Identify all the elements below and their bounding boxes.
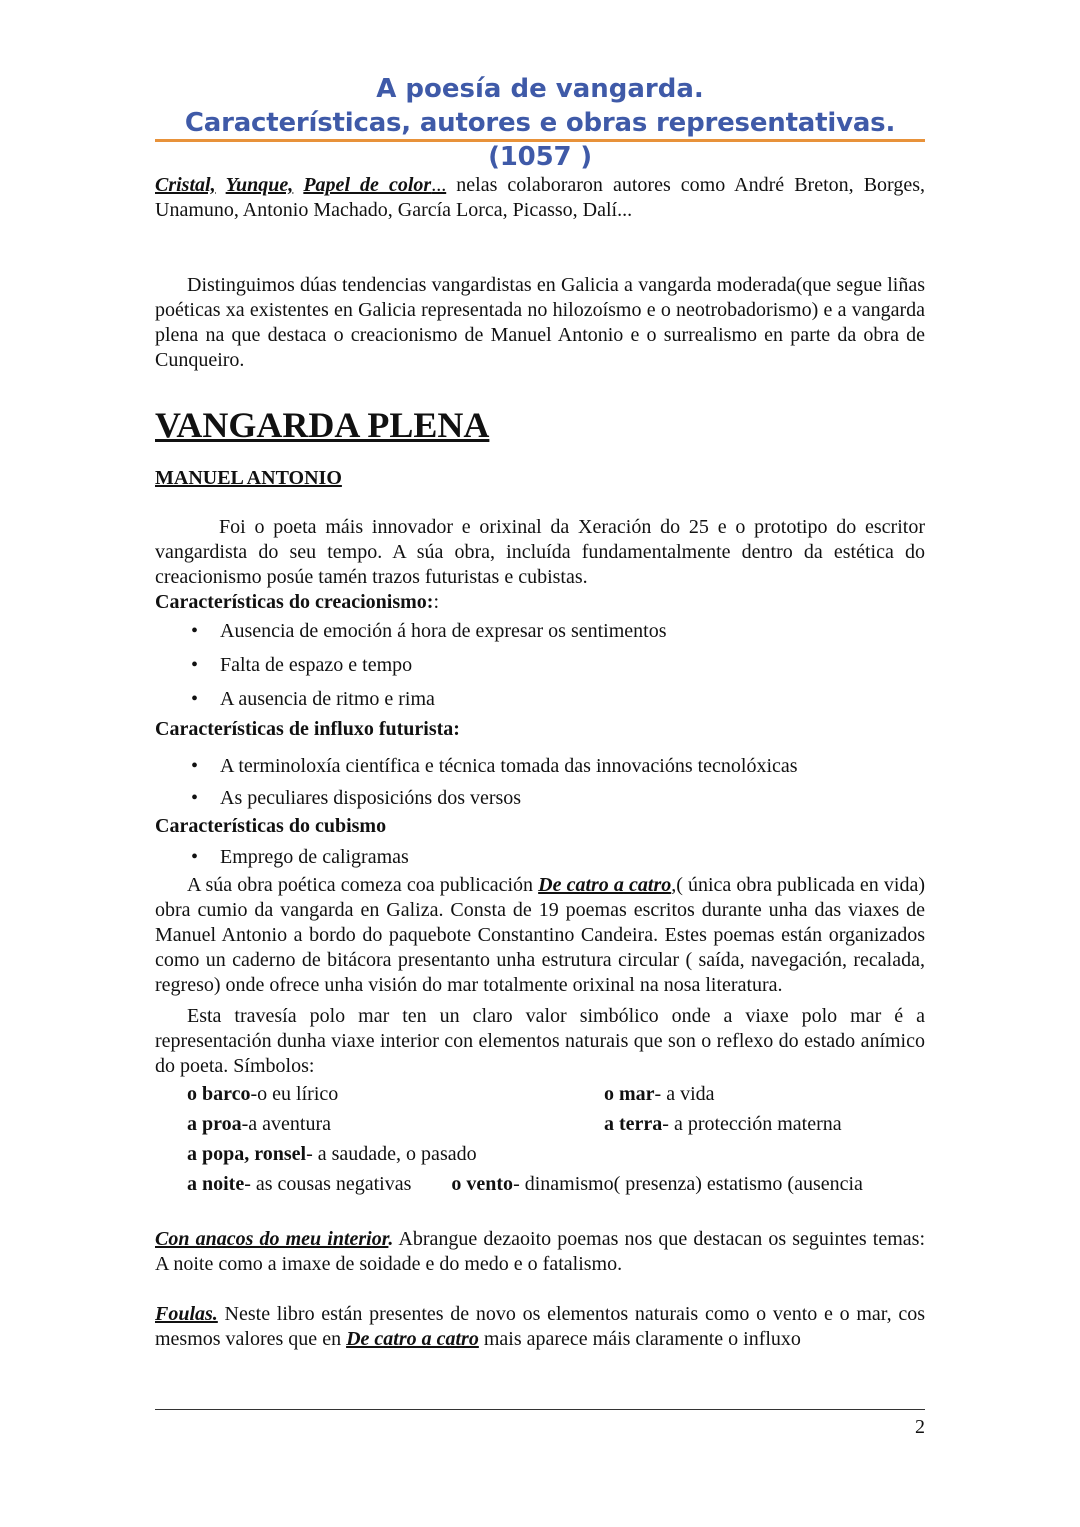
- bullet-icon: •: [191, 620, 199, 642]
- list-item-text: Ausencia de emoción á hora de expresar os sentimentos: [220, 620, 667, 642]
- magazine-papel-de-color: Papel de color: [303, 174, 432, 196]
- symbols-grid: [155, 1079, 925, 1169]
- bullet-icon: •: [191, 755, 199, 777]
- author-title: MANUEL ANTONIO: [155, 467, 342, 489]
- list-item: [155, 653, 925, 687]
- symbol-value: - a vida: [654, 1083, 715, 1105]
- footer-rule: [155, 1409, 925, 1410]
- intro-paragraph: [155, 173, 925, 223]
- anacos-paragraph: [155, 1227, 925, 1277]
- list-item: [155, 619, 925, 653]
- symbol-key: a noite: [187, 1173, 245, 1195]
- list-item: [155, 687, 925, 717]
- creacionismo-title-suffix: :: [433, 591, 439, 613]
- list-item: [155, 786, 925, 814]
- symbol-key: o barco: [187, 1083, 251, 1105]
- symbol-key: o vento: [451, 1173, 514, 1195]
- bullet-icon: •: [191, 688, 199, 710]
- page-header: [155, 72, 925, 174]
- cubismo-list: [155, 845, 925, 873]
- foulas-text1: Neste libro están presentes de novo os elementos naturais como o vento e o mar, cos mesmos valores que en: [155, 1303, 925, 1350]
- list-item: [155, 845, 925, 873]
- creacionismo-title: [155, 590, 925, 615]
- anacos-dot: .: [388, 1228, 394, 1250]
- book-title-de-catro-a-catro-ref: De catro a catro: [346, 1328, 479, 1350]
- magazine-ellipsis: ...: [431, 174, 447, 196]
- creacionismo-list: [155, 619, 925, 717]
- cubismo-title: Características do cubismo: [155, 815, 387, 837]
- page-number: 2: [915, 1416, 925, 1438]
- header-title-line2: Características, autores e obras representativas.(1057 ): [184, 108, 896, 172]
- bullet-icon: •: [191, 846, 199, 868]
- magazine-yunque: Yunque,: [225, 174, 294, 196]
- author-intro-paragraph: Foi o poeta máis innovador e orixinal da Xeración do 25 e o prototipo do escritor vangardista do seu tempo. A súa obra, incluída fundamentalmente dentro da estética do creacionismo posúe tamén trazos futuristas e cubistas.: [155, 516, 925, 588]
- section-title: VANGARDA PLENA: [155, 405, 490, 445]
- symbol-value: -a aventura: [241, 1113, 332, 1135]
- futurista-title: Características de influxo futurista:: [155, 718, 460, 740]
- magazine-cristal: Cristal,: [155, 174, 216, 196]
- obra-paragraph: [155, 873, 925, 998]
- list-item-text: A ausencia de ritmo e rima: [220, 688, 435, 710]
- page-content: [155, 173, 925, 1352]
- list-item-text: As peculiares disposicións dos versos: [220, 787, 522, 809]
- symbol-value: - as cousas negativas: [244, 1173, 412, 1195]
- bullet-icon: •: [191, 654, 199, 676]
- symbol-value: - a saudade, o pasado: [306, 1143, 477, 1165]
- bullet-icon: •: [191, 787, 199, 809]
- anacos-text: Abrangue dezaoito poemas nos que destacan os seguintes temas: A noite como a imaxe de soidade e do medo e o fatalismo.: [155, 1228, 926, 1275]
- foulas-text2: mais aparece máis claramente o influxo: [478, 1328, 801, 1350]
- tendencies-paragraph: Distinguimos dúas tendencias vangardistas en Galicia a vangarda moderada(que segue liñas poéticas xa existentes en Galicia representada no hilozoísmo e o neotrobadorismo) e a vangarda plena na que destaca o creacionismo de Manuel Antonio e o surrealismo en parte da obra de Cunqueiro.: [155, 274, 925, 371]
- futurista-list: [155, 754, 925, 814]
- symbol-mar: [604, 1079, 957, 1109]
- symbol-proa: [187, 1109, 604, 1139]
- header-rule: [155, 139, 925, 142]
- book-title-con-anacos: Con anacos do meu interior: [155, 1228, 389, 1250]
- book-title-foulas: Foulas.: [155, 1303, 218, 1325]
- symbol-key: a terra: [604, 1113, 663, 1135]
- symbol-key: a proa: [187, 1113, 242, 1135]
- symbol-key: a popa, ronsel: [187, 1143, 307, 1165]
- obra-text-after: ,( única obra publicada en vida) obra cumio da vangarda en Galiza. Consta de 19 poemas escritos durante unha das viaxes de Manuel Antonio a bordo do paquebote Constantino Candeira. Estes poemas están organizados como un caderno de bitácora presentanto unha estrutura circular ( saída, navegación, recalada, regreso) onde ofrece unha visión do mar totalmente orixinal na nosa literatura.: [155, 874, 925, 996]
- list-item-text: A terminoloxía científica e técnica tomada das innovacións tecnolóxicas: [220, 755, 798, 777]
- header-title-line1: A poesía de vangarda.: [376, 74, 704, 104]
- symbol-key: o mar: [604, 1083, 655, 1105]
- symbol-value: -o eu lírico: [250, 1083, 339, 1105]
- intro-text: nelas colaboraron autores como André Breton, Borges, Unamuno, Antonio Machado, García Lorca, Picasso, Dalí...: [155, 174, 925, 221]
- book-title-de-catro-a-catro: De catro a catro: [538, 874, 672, 896]
- list-item-text: Falta de espazo e tempo: [220, 654, 413, 676]
- symbol-terra: [604, 1109, 957, 1139]
- foulas-paragraph: [155, 1302, 925, 1352]
- symbol-noite-vento-row: [155, 1169, 925, 1199]
- list-item-text: Emprego de caligramas: [220, 846, 409, 868]
- symbol-value: - a protección materna: [662, 1113, 842, 1135]
- obra-text-before: A súa obra poética comeza coa publicación: [187, 874, 539, 896]
- symbol-value: - dinamismo( presenza) estatismo (ausencia: [513, 1173, 863, 1195]
- travesia-paragraph: Esta travesía polo mar ten un claro valor simbólico onde a viaxe polo mar é a representación dunha viaxe interior con elementos naturais que son o reflexo do estado anímico do poeta. Símbolos:: [155, 1005, 925, 1077]
- symbol-barco: [187, 1079, 604, 1109]
- list-item: [155, 754, 925, 786]
- creacionismo-title-text: Características do creacionismo:: [155, 591, 434, 613]
- symbol-popa: [187, 1139, 604, 1169]
